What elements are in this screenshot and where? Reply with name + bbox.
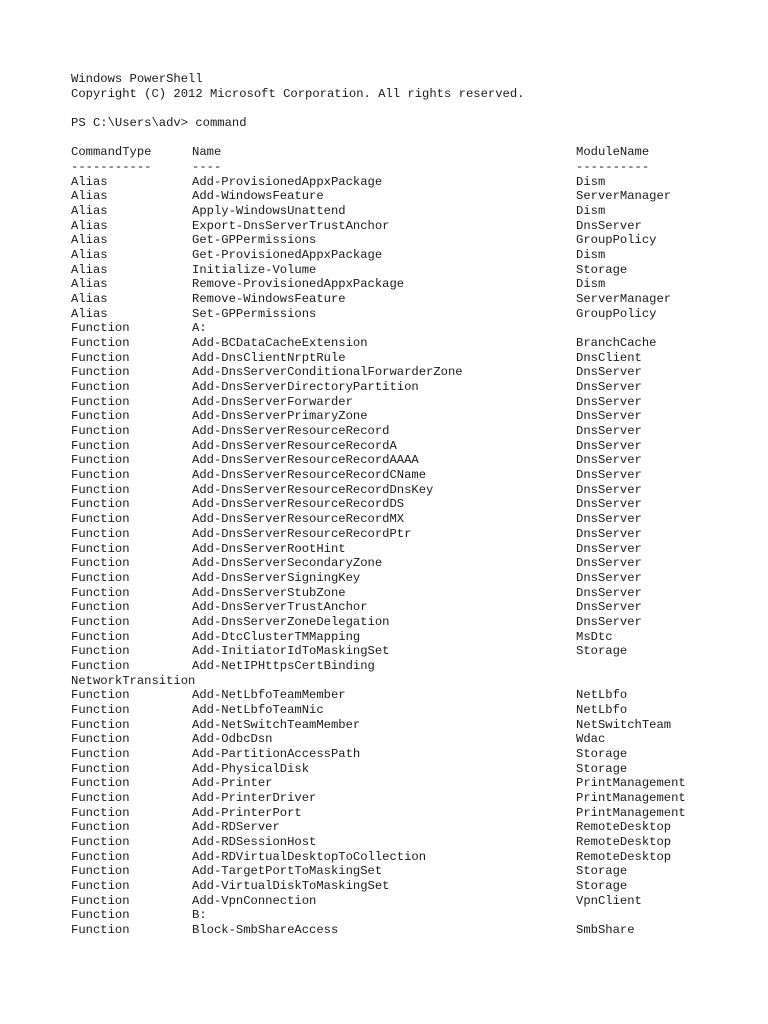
cell-modulename: RemoteDesktop bbox=[576, 820, 672, 835]
cell-commandtype: Function bbox=[71, 908, 130, 923]
cell-name: Export-DnsServerTrustAnchor bbox=[192, 218, 390, 233]
cell-name: Set-GPPermissions bbox=[192, 306, 317, 321]
cell-commandtype: Alias bbox=[71, 233, 108, 248]
cell-name: Add-PartitionAccessPath bbox=[192, 746, 361, 761]
cell-commandtype: Function bbox=[71, 864, 130, 879]
table-row bbox=[71, 615, 751, 630]
cell-commandtype: Function bbox=[71, 541, 130, 556]
cell-commandtype: Function bbox=[71, 878, 130, 893]
cell-commandtype: Alias bbox=[71, 306, 108, 321]
cell-name: Add-DnsServerForwarder bbox=[192, 394, 353, 409]
cell-name: Add-DnsClientNrptRule bbox=[192, 350, 346, 365]
cell-name: Add-DnsServerResourceRecordDS bbox=[192, 497, 405, 512]
table-row bbox=[71, 556, 751, 571]
cell-modulename: DnsServer bbox=[576, 600, 642, 615]
cell-modulename: Dism bbox=[576, 248, 606, 263]
cell-name: B: bbox=[192, 908, 207, 923]
cell-commandtype: Function bbox=[71, 453, 130, 468]
table-row bbox=[71, 864, 751, 879]
cell-name: Add-DnsServerTrustAnchor bbox=[192, 600, 368, 615]
cell-name: Get-GPPermissions bbox=[192, 233, 317, 248]
cell-modulename: DnsServer bbox=[576, 453, 642, 468]
cell-name: Add-DnsServerResourceRecord bbox=[192, 424, 390, 439]
cell-commandtype: Function bbox=[71, 600, 130, 615]
table-row bbox=[71, 307, 751, 322]
cell-modulename: DnsServer bbox=[576, 526, 642, 541]
cell-name: Add-DnsServerZoneDelegation bbox=[192, 614, 390, 629]
cell-commandtype: Function bbox=[71, 746, 130, 761]
cell-modulename: Dism bbox=[576, 174, 606, 189]
cell-commandtype: Alias bbox=[71, 248, 108, 263]
table-row bbox=[71, 835, 751, 850]
table-row bbox=[71, 497, 751, 512]
cell-commandtype: Function bbox=[71, 834, 130, 849]
cell-commandtype: Function bbox=[71, 820, 130, 835]
cell-modulename: DnsServer bbox=[576, 482, 642, 497]
table-row bbox=[71, 894, 751, 909]
cell-name: Add-VirtualDiskToMaskingSet bbox=[192, 878, 390, 893]
cell-commandtype: Function bbox=[71, 409, 130, 424]
cell-modulename: RemoteDesktop bbox=[576, 849, 672, 864]
table-row bbox=[71, 219, 751, 234]
cell-name: Remove-WindowsFeature bbox=[192, 292, 346, 307]
cell-modulename: DnsServer bbox=[576, 556, 642, 571]
table-row bbox=[71, 879, 751, 894]
cell-modulename: GroupPolicy bbox=[576, 306, 657, 321]
table-row bbox=[71, 806, 751, 821]
cell-modulename: DnsServer bbox=[576, 424, 642, 439]
cell-name: Add-DnsServerSecondaryZone bbox=[192, 556, 383, 571]
table-row bbox=[71, 336, 751, 351]
cell-modulename: DnsServer bbox=[576, 365, 642, 380]
cell-name: Add-InitiatorIdToMaskingSet bbox=[192, 644, 390, 659]
cell-name: Add-DnsServerResourceRecordAAAA bbox=[192, 453, 419, 468]
cell-modulename: Storage bbox=[576, 864, 628, 879]
table-row bbox=[71, 542, 751, 557]
cell-modulename: BranchCache bbox=[576, 336, 657, 351]
cell-modulename: Storage bbox=[576, 746, 628, 761]
table-row bbox=[71, 248, 751, 263]
table-row bbox=[71, 409, 751, 424]
cell-commandtype: Function bbox=[71, 526, 130, 541]
cell-modulename: DnsServer bbox=[576, 218, 642, 233]
cell-commandtype: Function bbox=[71, 438, 130, 453]
cell-name: Add-DnsServerSigningKey bbox=[192, 570, 361, 585]
table-row bbox=[71, 776, 751, 791]
table-row bbox=[71, 189, 751, 204]
cell-modulename: Dism bbox=[576, 204, 606, 219]
cell-name: Add-VpnConnection bbox=[192, 893, 317, 908]
cell-modulename: Storage bbox=[576, 878, 628, 893]
underline-modulename: ---------- bbox=[576, 160, 650, 175]
table-row bbox=[71, 321, 751, 336]
cell-modulename: NetSwitchTeam bbox=[576, 717, 672, 732]
table-body bbox=[71, 175, 751, 938]
cell-name: Add-ProvisionedAppxPackage bbox=[192, 174, 383, 189]
powershell-output bbox=[71, 72, 751, 938]
cell-commandtype: Function bbox=[71, 893, 130, 908]
cell-name: Add-DnsServerDirectoryPartition bbox=[192, 380, 419, 395]
cell-name: Add-NetIPHttpsCertBinding bbox=[192, 658, 375, 673]
cell-modulename: GroupPolicy bbox=[576, 233, 657, 248]
cell-name: Add-DnsServerConditionalForwarderZone bbox=[192, 365, 463, 380]
table-row bbox=[71, 732, 751, 747]
blank-line bbox=[71, 131, 751, 146]
table-row bbox=[71, 483, 751, 498]
column-header-name: Name bbox=[192, 145, 222, 160]
table-row bbox=[71, 850, 751, 865]
cell-name: Add-NetSwitchTeamMember bbox=[192, 717, 361, 732]
cell-commandtype: Function bbox=[71, 922, 130, 937]
cell-name: Add-TargetPortToMaskingSet bbox=[192, 864, 383, 879]
cell-name: Add-RDVirtualDesktopToCollection bbox=[192, 849, 427, 864]
table-row bbox=[71, 527, 751, 542]
cell-name: Block-SmbShareAccess bbox=[192, 922, 339, 937]
cell-name: Add-WindowsFeature bbox=[192, 189, 324, 204]
cell-name: Add-RDSessionHost bbox=[192, 834, 317, 849]
table-header bbox=[71, 145, 751, 160]
cell-commandtype: Function bbox=[71, 805, 130, 820]
column-header-commandtype: CommandType bbox=[71, 145, 152, 160]
cell-name: Add-DtcClusterTMMapping bbox=[192, 629, 361, 644]
table-row bbox=[71, 820, 751, 835]
cell-modulename: NetLbfo bbox=[576, 702, 628, 717]
cell-modulename: DnsServer bbox=[576, 468, 642, 483]
cell-name: Add-DnsServerResourceRecordDnsKey bbox=[192, 482, 434, 497]
cell-commandtype: Function bbox=[71, 702, 130, 717]
cell-commandtype: Function bbox=[71, 776, 130, 791]
table-row bbox=[71, 468, 751, 483]
cell-commandtype: Alias bbox=[71, 189, 108, 204]
table-header-underline bbox=[71, 160, 751, 175]
table-row bbox=[71, 762, 751, 777]
cell-commandtype: Function bbox=[71, 321, 130, 336]
cell-name: Add-DnsServerResourceRecordCName bbox=[192, 468, 427, 483]
table-row bbox=[71, 453, 751, 468]
cell-name: Add-PrinterPort bbox=[192, 805, 302, 820]
cell-commandtype: Function bbox=[71, 482, 130, 497]
table-row bbox=[71, 600, 751, 615]
cell-name: Apply-WindowsUnattend bbox=[192, 204, 346, 219]
table-row bbox=[71, 395, 751, 410]
table-row bbox=[71, 703, 751, 718]
table-row bbox=[71, 644, 751, 659]
cell-commandtype: Function bbox=[71, 658, 130, 673]
cell-modulename: DnsServer bbox=[576, 541, 642, 556]
cell-modulename: PrintManagement bbox=[576, 805, 686, 820]
cell-commandtype: Function bbox=[71, 497, 130, 512]
cell-modulename: DnsServer bbox=[576, 570, 642, 585]
cell-modulename: DnsServer bbox=[576, 512, 642, 527]
cell-commandtype: Function bbox=[71, 512, 130, 527]
table-row bbox=[71, 380, 751, 395]
cell-commandtype: Function bbox=[71, 556, 130, 571]
table-row bbox=[71, 659, 751, 674]
cell-modulename: DnsServer bbox=[576, 409, 642, 424]
cell-modulename: Dism bbox=[576, 277, 606, 292]
table-row bbox=[71, 630, 751, 645]
cell-commandtype: Function bbox=[71, 350, 130, 365]
cell-name: Add-Printer bbox=[192, 776, 273, 791]
table-row bbox=[71, 351, 751, 366]
table-row bbox=[71, 439, 751, 454]
table-row bbox=[71, 233, 751, 248]
cell-commandtype: Function bbox=[71, 380, 130, 395]
cell-commandtype: Alias bbox=[71, 292, 108, 307]
table-row bbox=[71, 586, 751, 601]
cell-modulename: DnsServer bbox=[576, 585, 642, 600]
cell-name: A: bbox=[192, 321, 207, 336]
cell-name: Add-OdbcDsn bbox=[192, 732, 273, 747]
cell-commandtype: Function bbox=[71, 629, 130, 644]
cell-commandtype: Function bbox=[71, 336, 130, 351]
cell-modulename: VpnClient bbox=[576, 893, 642, 908]
cell-commandtype: Function bbox=[71, 761, 130, 776]
cell-commandtype: Function bbox=[71, 688, 130, 703]
cell-name: Add-DnsServerPrimaryZone bbox=[192, 409, 368, 424]
table-row bbox=[71, 747, 751, 762]
table-row bbox=[71, 571, 751, 586]
cell-modulename: DnsServer bbox=[576, 394, 642, 409]
cell-commandtype: Function bbox=[71, 424, 130, 439]
underline-commandtype: ----------- bbox=[71, 160, 152, 175]
cell-name: Add-NetLbfoTeamMember bbox=[192, 688, 346, 703]
cell-modulename: Wdac bbox=[576, 732, 606, 747]
cell-modulename: Storage bbox=[576, 644, 628, 659]
cell-commandtype: Function bbox=[71, 468, 130, 483]
cell-name: Add-DnsServerStubZone bbox=[192, 585, 346, 600]
table-row bbox=[71, 263, 751, 278]
cell-name: Add-RDServer bbox=[192, 820, 280, 835]
cell-commandtype: Function bbox=[71, 585, 130, 600]
cell-modulename: DnsServer bbox=[576, 614, 642, 629]
cell-name: Add-NetLbfoTeamNic bbox=[192, 702, 324, 717]
table-row bbox=[71, 791, 751, 806]
table-row bbox=[71, 204, 751, 219]
table-row bbox=[71, 923, 751, 938]
table-row bbox=[71, 718, 751, 733]
cell-commandtype: NetworkTransition bbox=[71, 673, 196, 688]
cell-name: Add-DnsServerRootHint bbox=[192, 541, 346, 556]
cell-modulename: DnsServer bbox=[576, 380, 642, 395]
cell-commandtype: Function bbox=[71, 365, 130, 380]
table-row bbox=[71, 674, 751, 689]
cell-commandtype: Function bbox=[71, 790, 130, 805]
cell-commandtype: Function bbox=[71, 717, 130, 732]
cell-modulename: MsDtc bbox=[576, 629, 613, 644]
cell-commandtype: Function bbox=[71, 644, 130, 659]
cell-commandtype: Alias bbox=[71, 218, 108, 233]
cell-commandtype: Function bbox=[71, 732, 130, 747]
cell-commandtype: Function bbox=[71, 570, 130, 585]
cell-name: Remove-ProvisionedAppxPackage bbox=[192, 277, 405, 292]
cell-commandtype: Function bbox=[71, 849, 130, 864]
cell-name: Add-PrinterDriver bbox=[192, 790, 317, 805]
cell-commandtype: Function bbox=[71, 614, 130, 629]
table-row bbox=[71, 512, 751, 527]
table-row bbox=[71, 175, 751, 190]
table-row bbox=[71, 365, 751, 380]
underline-name: ---- bbox=[192, 160, 222, 175]
table-row bbox=[71, 688, 751, 703]
column-header-modulename: ModuleName bbox=[576, 145, 650, 160]
command-prompt: PS C:\Users\adv> command bbox=[71, 116, 247, 131]
cell-commandtype: Alias bbox=[71, 204, 108, 219]
cell-modulename: Storage bbox=[576, 761, 628, 776]
cell-modulename: PrintManagement bbox=[576, 776, 686, 791]
cell-commandtype: Function bbox=[71, 394, 130, 409]
cell-name: Initialize-Volume bbox=[192, 262, 317, 277]
cell-modulename: NetLbfo bbox=[576, 688, 628, 703]
table-row bbox=[71, 424, 751, 439]
table-row bbox=[71, 908, 751, 923]
cell-name: Add-DnsServerResourceRecordPtr bbox=[192, 526, 412, 541]
cell-commandtype: Alias bbox=[71, 174, 108, 189]
cell-modulename: DnsServer bbox=[576, 438, 642, 453]
cell-modulename: DnsServer bbox=[576, 497, 642, 512]
cell-modulename: ServerManager bbox=[576, 189, 672, 204]
cell-modulename: DnsClient bbox=[576, 350, 642, 365]
cell-modulename: RemoteDesktop bbox=[576, 834, 672, 849]
cell-modulename: PrintManagement bbox=[576, 790, 686, 805]
cell-name: Add-PhysicalDisk bbox=[192, 761, 310, 776]
cell-modulename: ServerManager bbox=[576, 292, 672, 307]
cell-name: Add-DnsServerResourceRecordMX bbox=[192, 512, 405, 527]
cell-commandtype: Alias bbox=[71, 277, 108, 292]
cell-name: Add-DnsServerResourceRecordA bbox=[192, 438, 397, 453]
header-title: Windows PowerShell bbox=[71, 72, 203, 86]
header-copyright: Copyright (C) 2012 Microsoft Corporation. All rights reserved. bbox=[71, 86, 525, 101]
blank-line bbox=[71, 101, 751, 116]
cell-commandtype: Alias bbox=[71, 262, 108, 277]
cell-name: Get-ProvisionedAppxPackage bbox=[192, 248, 383, 263]
table-row bbox=[71, 277, 751, 292]
table-row bbox=[71, 292, 751, 307]
cell-modulename: SmbShare bbox=[576, 922, 635, 937]
cell-name: Add-BCDataCacheExtension bbox=[192, 336, 368, 351]
cell-modulename: Storage bbox=[576, 262, 628, 277]
